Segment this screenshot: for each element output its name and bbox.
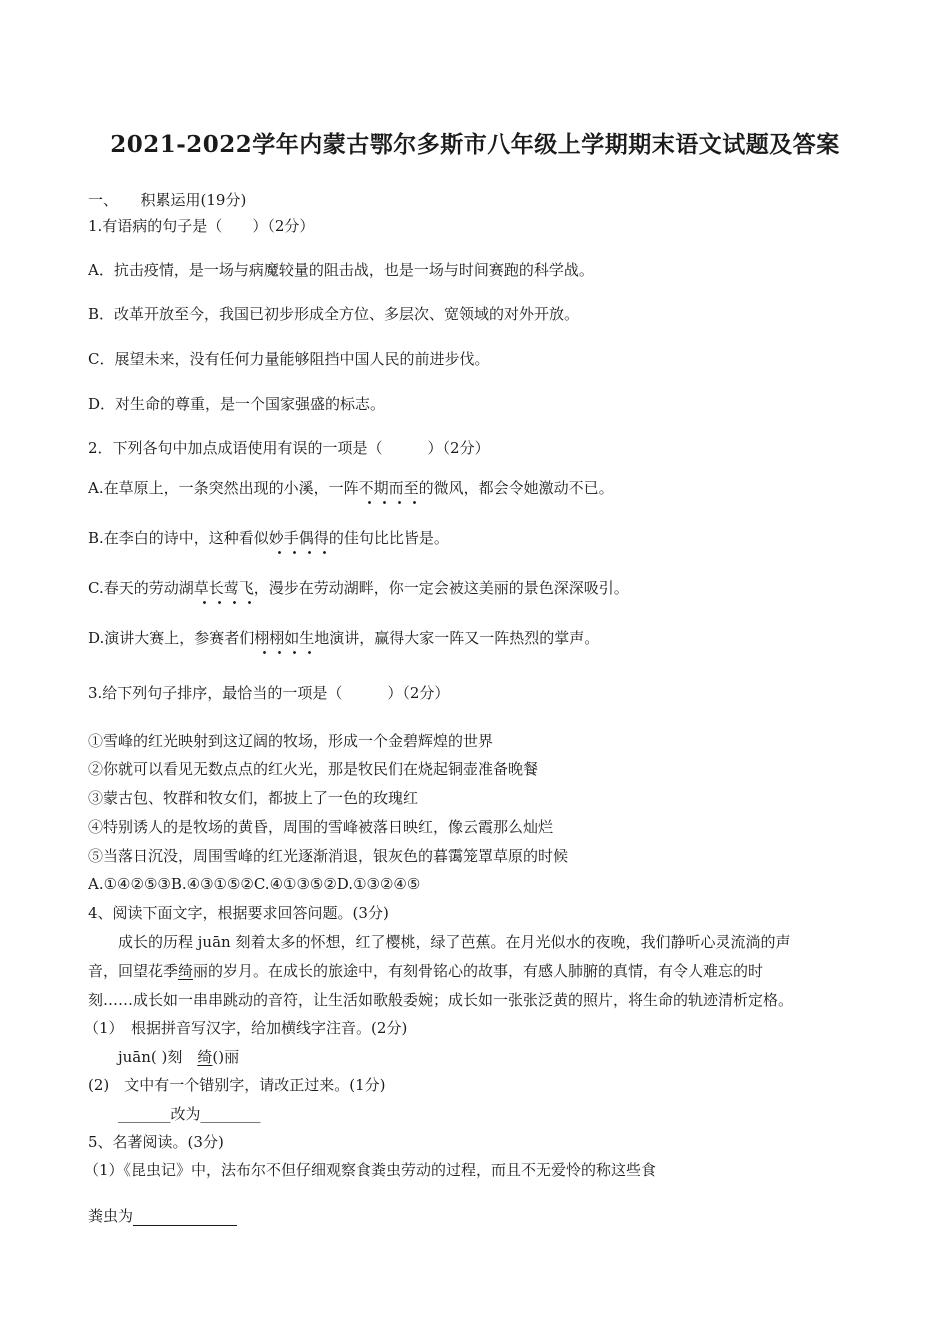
question-2-option-c [88, 578, 629, 598]
answer-blank: _______ [118, 1105, 171, 1123]
option-text: 地演讲，赢得大家一阵又一阵热烈的掌声。 [314, 629, 600, 647]
question-1-option-b: B．改革开放至今，我国已初步形成全方位、多层次、宽领域的对外开放。 [88, 305, 580, 323]
question-3-stem: 3.给下列句子排序，最恰当的一项是（ ）（2分） [88, 684, 450, 702]
underlined-character: 绮 [178, 962, 194, 980]
fill-text: ()丽 [212, 1048, 240, 1066]
passage-text: 音，回望花季 [88, 962, 179, 980]
question-4-sub-2: (2) 文中有一个错别字，请改正过来。(1分) [88, 1076, 386, 1094]
option-text: A.在草原上，一条突然出现的小溪，一阵 [88, 479, 359, 497]
question-1-stem: 1.有语病的句子是（ ）（2分） [88, 217, 315, 235]
dotted-idiom: 妙手偶得 [268, 529, 329, 547]
question-2-stem: 2．下列各句中加点成语使用有误的一项是（ ）（2分） [88, 439, 490, 457]
option-text: 的微风，都会令她激动不已。 [418, 479, 614, 497]
question-1-option-c: C．展望未来，没有任何力量能够阻挡中国人民的前进步伐。 [88, 350, 490, 368]
fill-text: 粪虫为 [88, 1207, 134, 1225]
question-3-sentence: ⑤当落日沉没，周围雪峰的红光逐渐消退，银灰色的暮霭笼罩草原的时候 [88, 847, 569, 865]
option-text: 的佳句比比皆是。 [328, 529, 449, 547]
question-5-sub-1-continued [88, 1206, 237, 1226]
page-title: 2021-2022学年内蒙古鄂尔多斯市八年级上学期期末语文试题及答案 [110, 131, 840, 158]
question-3-sentence: ②你就可以看见无数点点的红火光，那是牧民们在烧起铜壶准备晚餐 [88, 760, 539, 778]
question-3-sentence: ③蒙古包、牧群和牧女们，都披上了一色的玫瑰红 [88, 789, 419, 807]
question-4-passage-line: 刻……成长如一串串跳动的音符，让生活如歌般委婉；成长如一张张泛黄的照片，将生命的轨迹清析定格。 [88, 991, 794, 1009]
question-4-sub-2-fill [88, 1104, 261, 1124]
question-3-sentence: ④特别诱人的是牧场的黄昏，周围的雪峰被落日映红，像云霞那么灿烂 [88, 818, 554, 836]
question-3-options: A.①④②⑤③B.④③①⑤②C.④①③⑤②D.①③②④⑤ [88, 875, 421, 893]
question-1-option-d: D．对生命的尊重，是一个国家强盛的标志。 [88, 395, 386, 413]
question-4-sub-1-fill [88, 1047, 239, 1067]
question-2-option-a [88, 478, 614, 498]
underlined-character: 绮 [197, 1048, 213, 1066]
question-4-sub-1: （1） 根据拼音写汉字，给加横线字注音。(2分) [84, 1019, 408, 1037]
question-4-passage-line [88, 961, 763, 981]
dotted-idiom: 草长莺飞 [193, 579, 254, 597]
answer-blank: ________ [200, 1105, 261, 1123]
question-5-sub-1: （1）《昆虫记》中，法布尔不但仔细观察食粪虫劳动的过程，而且不无爱怜的称这些食 [84, 1161, 657, 1179]
answer-blank [133, 1209, 237, 1226]
question-3-sentence: ①雪峰的红光映射到这辽阔的牧场，形成一个金碧辉煌的世界 [88, 732, 494, 750]
dotted-idiom: 栩栩如生 [254, 629, 315, 647]
option-text: B.在李白的诗中，这种看似 [88, 529, 269, 547]
fill-text: juān( )刻 [118, 1048, 198, 1066]
question-4-stem: 4、阅读下面文字，根据要求回答问题。(3分) [88, 904, 389, 922]
question-5-stem: 5、名著阅读。(3分) [88, 1133, 224, 1151]
passage-text: 丽的岁月。在成长的旅途中，有刻骨铭心的故事，有感人肺腑的真情，有令人难忘的时 [193, 962, 764, 980]
option-text: ，漫步在劳动湖畔，你一定会被这美丽的景色深深吸引。 [253, 579, 629, 597]
dotted-idiom: 不期而至 [358, 479, 419, 497]
question-2-option-b [88, 528, 449, 548]
option-text: C.春天的劳动湖 [88, 579, 194, 597]
question-4-passage-line: 成长的历程 juān 刻着太多的怀想，红了樱桃，绿了芭蕉。在月光似水的夜晚，我们静听心灵流淌的声 [118, 933, 791, 951]
fill-text: 改为 [170, 1105, 201, 1123]
question-2-option-d [88, 628, 599, 648]
section-heading: 一、 积累运用(19分) [88, 191, 247, 209]
option-text: D.演讲大赛上，参赛者们 [88, 629, 255, 647]
question-1-option-a: A．抗击疫情，是一场与病魔较量的阻击战，也是一场与时间赛跑的科学战。 [88, 261, 594, 279]
